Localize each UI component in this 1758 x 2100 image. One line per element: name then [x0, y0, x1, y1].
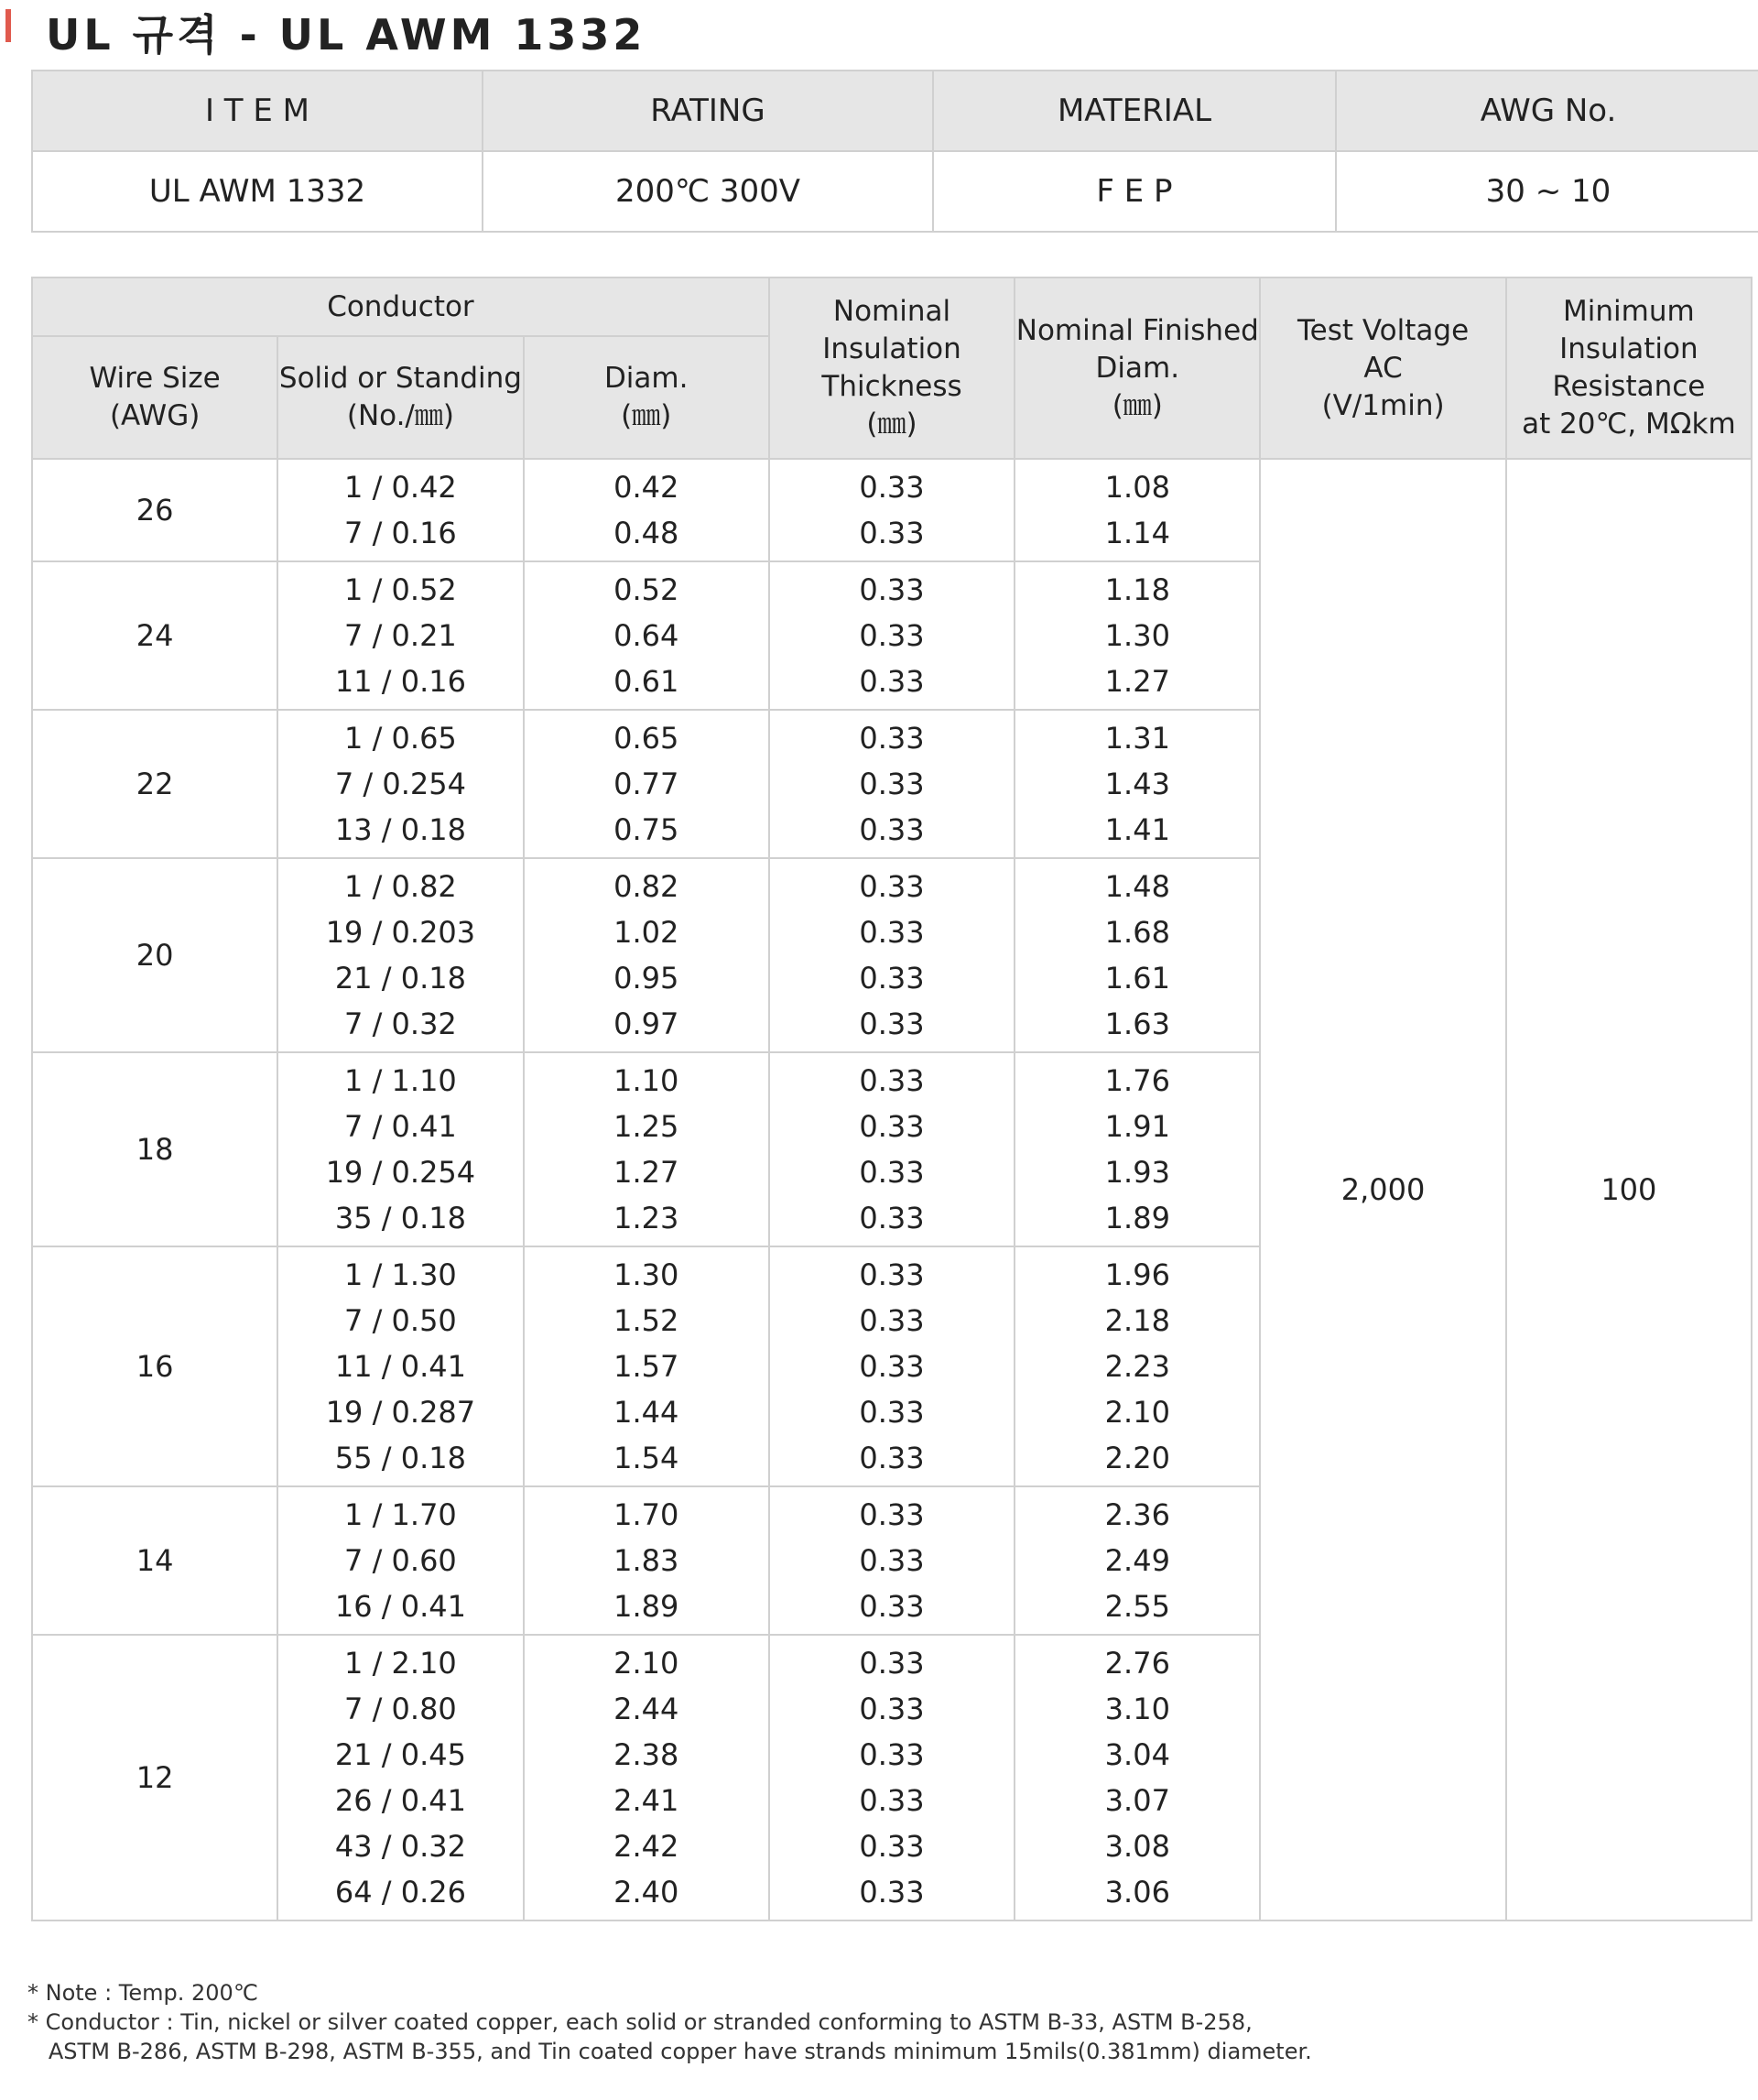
insulation-cell-line: 0.33 [859, 1646, 925, 1681]
stranding-cell-line: 19 / 0.254 [325, 1155, 476, 1190]
diam-cell [524, 1246, 769, 1486]
diam-cell [524, 858, 769, 1052]
rating-value: 200℃ 300V [483, 151, 933, 232]
finished-diam-cell [1015, 710, 1260, 858]
stranding-cell-line: 7 / 0.21 [344, 618, 457, 653]
finished-diam-cell-line: 1.61 [1104, 961, 1170, 996]
diam-cell-line: 1.52 [613, 1303, 679, 1338]
finished-diam-cell [1015, 1486, 1260, 1635]
stranding-cell-line: 7 / 0.80 [344, 1692, 457, 1726]
awg-cell: 18 [32, 1052, 277, 1246]
stranding-cell-line: 7 / 0.16 [344, 516, 457, 550]
finished-diam-cell-line: 3.10 [1104, 1692, 1170, 1726]
insulation-cell-line: 0.33 [859, 1692, 925, 1726]
stranding-cell-line: 1 / 2.10 [344, 1646, 457, 1681]
finished-diam-cell-line: 3.04 [1104, 1737, 1170, 1772]
finished-diam-cell-line: 1.31 [1104, 721, 1170, 756]
finished-diam-cell-line: 1.18 [1104, 572, 1170, 607]
finished-diam-cell-line: 1.08 [1104, 470, 1170, 505]
awg-cell: 26 [32, 459, 277, 561]
diam-cell-line: 1.10 [613, 1063, 679, 1098]
material-header: MATERIAL [933, 71, 1336, 151]
material-value: F E P [933, 151, 1336, 232]
finished-diam-cell-line: 2.76 [1104, 1646, 1170, 1681]
stranding-cell-line: 7 / 0.60 [344, 1543, 457, 1578]
insulation-cell [769, 1246, 1015, 1486]
diam-cell-line: 0.75 [613, 812, 679, 847]
insulation-cell-line: 0.33 [859, 1395, 925, 1430]
insulation-cell-line: 0.33 [859, 1006, 925, 1041]
stranding-cell-line: 1 / 0.52 [344, 572, 457, 607]
wire-size-header: Wire Size (AWG) [32, 336, 277, 459]
min-resistance-value: 100 [1506, 459, 1752, 1920]
diam-cell-line: 0.61 [613, 664, 679, 699]
awg-value: 30 ~ 10 [1336, 151, 1758, 232]
insulation-cell [769, 561, 1015, 710]
insulation-cell-line: 0.33 [859, 470, 925, 505]
note-line: * Conductor : Tin, nickel or silver coated copper, each solid or stranded conforming to ASTM B-33, ASTM B-258, [27, 2009, 1253, 2035]
stranding-cell [277, 1635, 523, 1920]
notes [27, 1978, 1749, 2066]
insulation-cell-line: 0.33 [859, 961, 925, 996]
stranding-cell-line: 64 / 0.26 [334, 1875, 466, 1910]
diam-cell-line: 0.48 [613, 516, 679, 550]
stranding-cell-line: 7 / 0.41 [344, 1109, 457, 1144]
diam-cell [524, 1635, 769, 1920]
diam-cell-line: 0.77 [613, 767, 679, 801]
stranding-cell [277, 1052, 523, 1246]
finished-diam-cell-line: 2.23 [1104, 1349, 1170, 1384]
finished-diam-cell [1015, 1052, 1260, 1246]
awg-cell: 20 [32, 858, 277, 1052]
item-header: I T E M [32, 71, 483, 151]
awg-cell: 14 [32, 1486, 277, 1635]
stranding-cell [277, 710, 523, 858]
finished-diam-cell-line: 2.55 [1104, 1589, 1170, 1624]
finished-diam-cell-line: 1.68 [1104, 915, 1170, 950]
stranding-cell-line: 11 / 0.41 [334, 1349, 466, 1384]
finished-diam-cell-line: 1.30 [1104, 618, 1170, 653]
diam-cell-line: 1.30 [613, 1257, 679, 1292]
stranding-cell-line: 43 / 0.32 [334, 1829, 466, 1864]
diam-cell-line: 2.44 [613, 1692, 679, 1726]
rating-table [31, 70, 1758, 233]
stranding-cell [277, 459, 523, 561]
stranding-cell-line: 1 / 0.82 [344, 869, 457, 904]
diam-cell-line: 1.57 [613, 1349, 679, 1384]
diam-cell-line: 1.54 [613, 1441, 679, 1475]
insulation-cell [769, 1635, 1015, 1920]
diam-header: Diam. (㎜) [524, 336, 769, 459]
stranding-cell-line: 1 / 0.65 [344, 721, 457, 756]
insulation-cell-line: 0.33 [859, 1543, 925, 1578]
diam-cell-line: 0.64 [613, 618, 679, 653]
awg-cell: 16 [32, 1246, 277, 1486]
stranding-header: Solid or Standing (No./㎜) [277, 336, 523, 459]
diam-cell [524, 561, 769, 710]
insulation-cell-line: 0.33 [859, 516, 925, 550]
diam-cell-line: 1.89 [613, 1589, 679, 1624]
item-value: UL AWM 1332 [32, 151, 483, 232]
diam-cell-line: 1.27 [613, 1155, 679, 1190]
insulation-cell-line: 0.33 [859, 1589, 925, 1624]
finished-diam-cell-line: 1.93 [1104, 1155, 1170, 1190]
table-row [32, 459, 1752, 561]
finished-diam-cell [1015, 858, 1260, 1052]
stranding-cell-line: 16 / 0.41 [334, 1589, 466, 1624]
insulation-thickness-header: Nominal Insulation Thickness (㎜) [769, 277, 1015, 459]
finished-diam-header: Nominal Finished Diam. (㎜) [1015, 277, 1260, 459]
stranding-cell-line: 11 / 0.16 [334, 664, 466, 699]
diam-cell-line: 1.44 [613, 1395, 679, 1430]
diam-cell-line: 2.42 [613, 1829, 679, 1864]
stranding-cell-line: 21 / 0.45 [334, 1737, 466, 1772]
insulation-cell-line: 0.33 [859, 1303, 925, 1338]
awg-header: AWG No. [1336, 71, 1758, 151]
insulation-cell [769, 710, 1015, 858]
diam-cell-line: 2.10 [613, 1646, 679, 1681]
finished-diam-cell [1015, 561, 1260, 710]
insulation-cell [769, 858, 1015, 1052]
insulation-cell-line: 0.33 [859, 1063, 925, 1098]
insulation-cell-line: 0.33 [859, 1829, 925, 1864]
finished-diam-cell [1015, 1246, 1260, 1486]
finished-diam-cell-line: 1.76 [1104, 1063, 1170, 1098]
stranding-cell-line: 26 / 0.41 [334, 1783, 466, 1818]
stranding-cell-line: 7 / 0.50 [344, 1303, 457, 1338]
stranding-cell [277, 1486, 523, 1635]
diam-cell [524, 1486, 769, 1635]
diam-cell-line: 1.83 [613, 1543, 679, 1578]
spec-table-body [32, 459, 1752, 1920]
insulation-cell-line: 0.33 [859, 618, 925, 653]
finished-diam-cell-line: 1.89 [1104, 1201, 1170, 1235]
stranding-cell-line: 1 / 1.70 [344, 1497, 457, 1532]
spec-table [31, 277, 1753, 1921]
diam-cell-line: 0.95 [613, 961, 679, 996]
awg-cell: 24 [32, 561, 277, 710]
finished-diam-cell-line: 1.27 [1104, 664, 1170, 699]
finished-diam-cell-line: 3.07 [1104, 1783, 1170, 1818]
finished-diam-cell-line: 2.18 [1104, 1303, 1170, 1338]
diam-cell-line: 0.82 [613, 869, 679, 904]
finished-diam-cell-line: 1.91 [1104, 1109, 1170, 1144]
diam-cell-line: 1.70 [613, 1497, 679, 1532]
finished-diam-cell-line: 2.49 [1104, 1543, 1170, 1578]
finished-diam-cell [1015, 459, 1260, 561]
insulation-cell-line: 0.33 [859, 1257, 925, 1292]
stranding-cell-line: 7 / 0.32 [344, 1006, 457, 1041]
insulation-cell-line: 0.33 [859, 1109, 925, 1144]
insulation-cell [769, 1486, 1015, 1635]
awg-cell: 22 [32, 710, 277, 858]
insulation-cell-line: 0.33 [859, 721, 925, 756]
diam-cell-line: 2.38 [613, 1737, 679, 1772]
stranding-cell-line: 1 / 1.30 [344, 1257, 457, 1292]
stranding-cell-line: 13 / 0.18 [334, 812, 466, 847]
awg-cell: 12 [32, 1635, 277, 1920]
test-voltage-value: 2,000 [1260, 459, 1505, 1920]
insulation-cell-line: 0.33 [859, 812, 925, 847]
diam-cell [524, 459, 769, 561]
diam-cell-line: 1.23 [613, 1201, 679, 1235]
stranding-cell-line: 21 / 0.18 [334, 961, 466, 996]
stranding-cell-line: 1 / 0.42 [344, 470, 457, 505]
stranding-cell-line: 35 / 0.18 [334, 1201, 466, 1235]
diam-cell [524, 710, 769, 858]
insulation-cell [769, 1052, 1015, 1246]
diam-cell-line: 0.65 [613, 721, 679, 756]
insulation-cell-line: 0.33 [859, 869, 925, 904]
stranding-cell-line: 7 / 0.254 [334, 767, 466, 801]
diam-cell-line: 2.40 [613, 1875, 679, 1910]
finished-diam-cell [1015, 1635, 1260, 1920]
insulation-cell-line: 0.33 [859, 1497, 925, 1532]
insulation-cell [769, 459, 1015, 561]
note-line: ASTM B-286, ASTM B-298, ASTM B-355, and Tin coated copper have strands minimum 15mils(0.381mm) diameter. [27, 2039, 1312, 2064]
test-voltage-header: Test Voltage AC (V/1min) [1260, 277, 1505, 459]
min-resistance-header: Minimum Insulation Resistance at 20℃, MΩkm [1506, 277, 1752, 459]
insulation-cell-line: 0.33 [859, 664, 925, 699]
stranding-cell-line: 19 / 0.287 [325, 1395, 476, 1430]
insulation-cell-line: 0.33 [859, 1783, 925, 1818]
finished-diam-cell-line: 1.43 [1104, 767, 1170, 801]
insulation-cell-line: 0.33 [859, 1875, 925, 1910]
insulation-cell-line: 0.33 [859, 915, 925, 950]
finished-diam-cell-line: 3.06 [1104, 1875, 1170, 1910]
finished-diam-cell-line: 2.20 [1104, 1441, 1170, 1475]
finished-diam-cell-line: 1.63 [1104, 1006, 1170, 1041]
finished-diam-cell-line: 1.14 [1104, 516, 1170, 550]
stranding-cell [277, 1246, 523, 1486]
stranding-cell [277, 858, 523, 1052]
rating-header: RATING [483, 71, 933, 151]
finished-diam-cell-line: 2.36 [1104, 1497, 1170, 1532]
page-title: UL 규격 - UL AWM 1332 [46, 10, 646, 60]
stranding-cell-line: 19 / 0.203 [325, 915, 476, 950]
diam-cell-line: 0.42 [613, 470, 679, 505]
stranding-cell-line: 1 / 1.10 [344, 1063, 457, 1098]
insulation-cell-line: 0.33 [859, 1201, 925, 1235]
diam-cell [524, 1052, 769, 1246]
finished-diam-cell-line: 1.48 [1104, 869, 1170, 904]
insulation-cell-line: 0.33 [859, 1737, 925, 1772]
stranding-cell-line: 55 / 0.18 [334, 1441, 466, 1475]
conductor-header: Conductor [32, 277, 769, 336]
stranding-cell [277, 561, 523, 710]
finished-diam-cell-line: 3.08 [1104, 1829, 1170, 1864]
note-line: * Note : Temp. 200℃ [27, 1980, 258, 2006]
diam-cell-line: 1.25 [613, 1109, 679, 1144]
finished-diam-cell-line: 1.96 [1104, 1257, 1170, 1292]
finished-diam-cell-line: 1.41 [1104, 812, 1170, 847]
insulation-cell-line: 0.33 [859, 1349, 925, 1384]
diam-cell-line: 1.02 [613, 915, 679, 950]
title-accent-bar [5, 9, 11, 42]
finished-diam-cell-line: 2.10 [1104, 1395, 1170, 1430]
diam-cell-line: 2.41 [613, 1783, 679, 1818]
insulation-cell-line: 0.33 [859, 572, 925, 607]
diam-cell-line: 0.97 [613, 1006, 679, 1041]
insulation-cell-line: 0.33 [859, 767, 925, 801]
diam-cell-line: 0.52 [613, 572, 679, 607]
insulation-cell-line: 0.33 [859, 1441, 925, 1475]
insulation-cell-line: 0.33 [859, 1155, 925, 1190]
